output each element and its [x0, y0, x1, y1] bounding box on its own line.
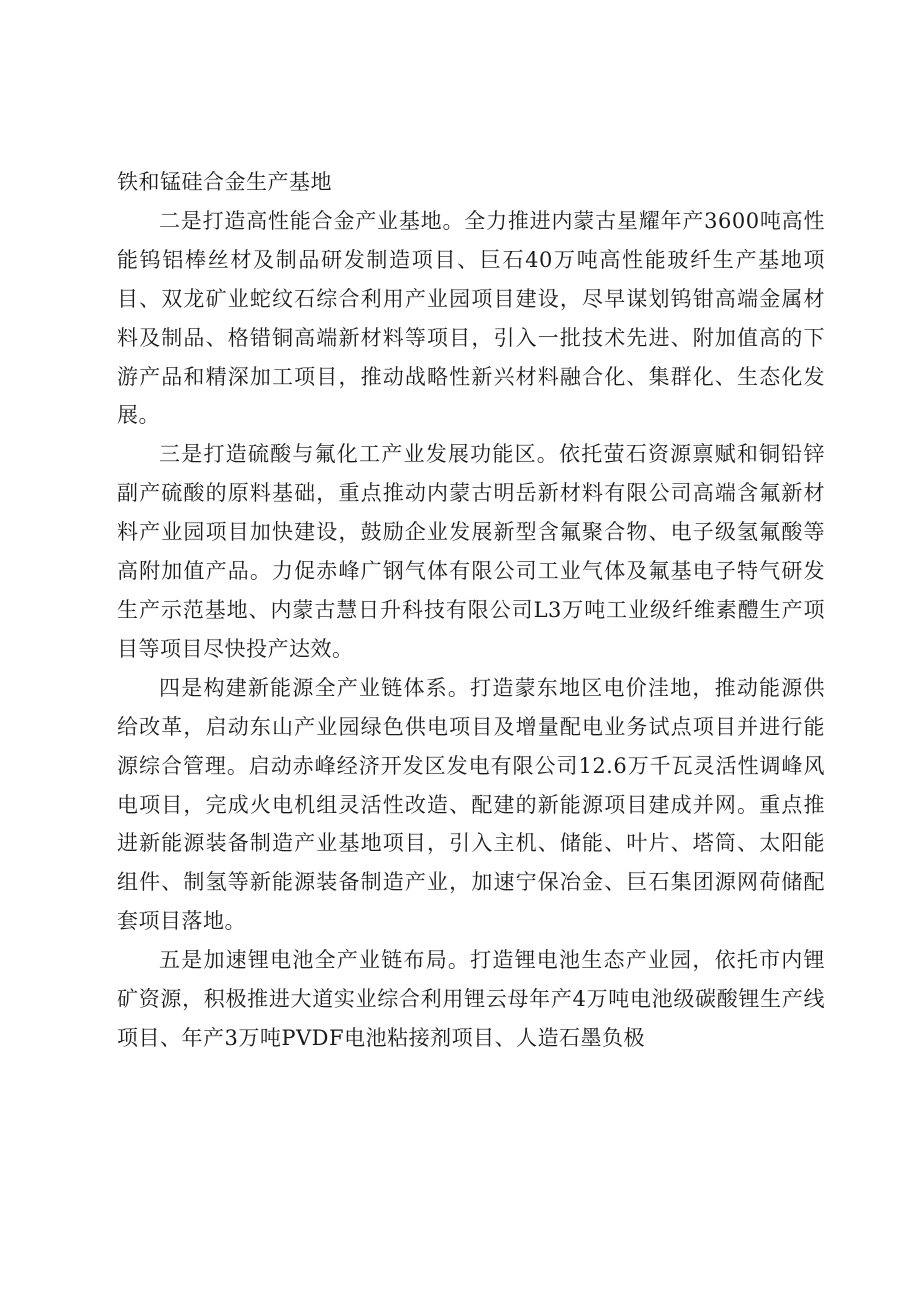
paragraph-continuation: 铁和锰硅合金生产基地: [117, 170, 332, 194]
document-body: [117, 163, 825, 1058]
paragraph-new-energy: 四是构建新能源全产业链体系。打造蒙东地区电价洼地，推动能源供给改革，启动东山产业园绿色供电项目及增量配电业务试点项目并进行能源综合管理。启动赤峰经济开发区发电有限公司12.6万千瓦灵活性调峰风电项目，完成火电机组灵活性改造、配建的新能源项目建成并网。重点推进新能源装备制造产业基地项目，引入主机、储能、叶片、塔筒、太阳能组件、制氢等新能源装备制造产业，加速宁保冶金、巨石集团源网荷储配套项目落地。: [117, 675, 825, 934]
paragraph-lithium-battery: 五是加速锂电池全产业链布局。打造锂电池生态产业园，依托市内锂矿资源，积极推进大道实业综合利用锂云母年产4万吨电池级碳酸锂生产线项目、年产3万吨PVDF电池粘接剂项目、人造石墨负极: [117, 948, 825, 1050]
paragraph-alloy-base: 二是打造高性能合金产业基地。全力推进内蒙古星耀年产3600吨高性能钨铝棒丝材及制品研发制造项目、巨石40万吨高性能玻纤生产基地项目、双龙矿业蛇纹石综合利用产业园项目建设，尽早谋划钨钳高端金属材料及制品、格错铜高端新材料等项目，引入一批技术先进、附加值高的下游产品和精深加工项目，推动战略性新兴材料融合化、集群化、生态化发展。: [117, 208, 825, 428]
paragraph-sulfuric-fluorine: 三是打造硫酸与氟化工产业发展功能区。依托萤石资源禀赋和铜铅锌副产硫酸的原料基础，重点推动内蒙古明岳新材料有限公司高端含氟新材料产业园项目加快建设，鼓励企业发展新型含氟聚合物、电子级氢氟酸等高附加值产品。力促赤峰广钢气体有限公司工业气体及氟基电子特气研发生产示范基地、内蒙古慧日升科技有限公司L3万吨工业级纤维素醴生产项目等项目尽快投产达效。: [117, 442, 825, 661]
